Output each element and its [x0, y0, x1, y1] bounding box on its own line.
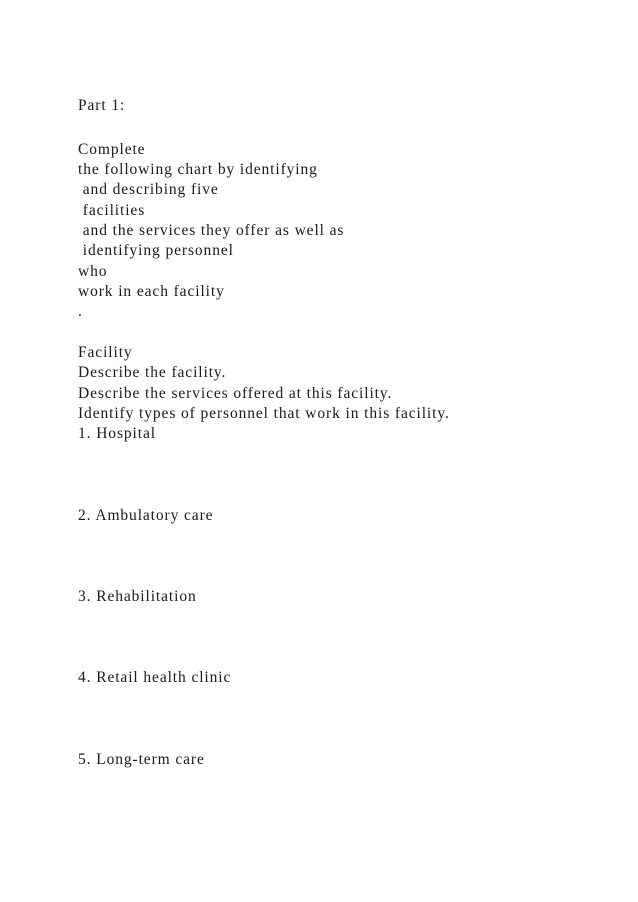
table-header-services: Describe the services offered at this facility.: [78, 385, 393, 402]
instruction-line: and the services they offer as well as: [78, 222, 345, 239]
facility-row-retail-health-clinic: 4. Retail health clinic: [78, 669, 232, 686]
facility-row-long-term-care: 5. Long-term care: [78, 751, 205, 768]
facility-row-ambulatory-care: 2. Ambulatory care: [78, 507, 214, 524]
facility-row-rehabilitation: 3. Rehabilitation: [78, 588, 197, 605]
table-header-personnel: Identify types of personnel that work in this facility.: [78, 405, 450, 422]
table-header-describe-facility: Describe the facility.: [78, 364, 227, 381]
instruction-line: facilities: [78, 202, 146, 219]
facility-row-hospital: 1. Hospital: [78, 425, 156, 442]
table-header-facility: Facility: [78, 344, 133, 361]
instruction-line: Complete: [78, 141, 146, 158]
instruction-line: identifying personnel: [78, 242, 234, 259]
instruction-line: and describing five: [78, 181, 219, 198]
instruction-line: the following chart by identifying: [78, 161, 318, 178]
instruction-line: .: [78, 303, 83, 320]
instruction-line: work in each facility: [78, 283, 225, 300]
part-heading: Part 1:: [78, 97, 126, 114]
instruction-line: who: [78, 263, 108, 280]
